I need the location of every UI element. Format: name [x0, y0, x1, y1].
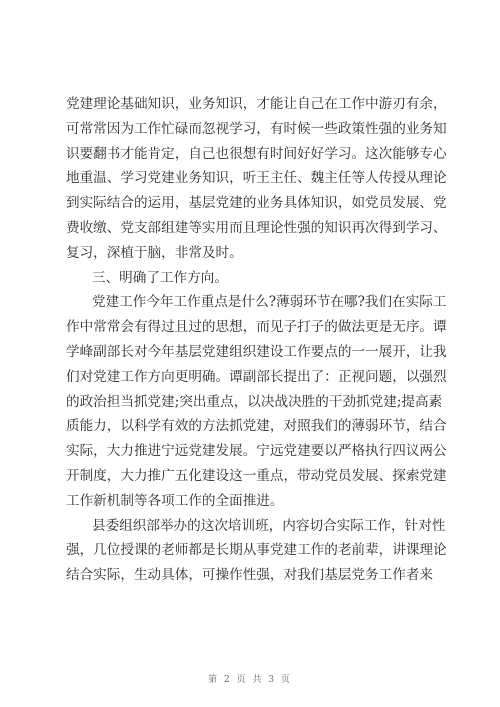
text-line: 们对党建工作方向更明确。谭副部长提出了：正视问题，以强烈	[66, 368, 447, 385]
text-line: 强，几位授课的老师都是长期从事党建工作的老前辈，讲课理论	[66, 542, 447, 559]
text-line: 县委组织部举办的这次培训班，内容切合实际工作，针对性	[92, 517, 446, 534]
section-heading: 三、明确了工作方向。	[92, 269, 228, 286]
text-line: 到实际结合的运用，基层党建的业务具体知识，如党员发展、党	[66, 195, 447, 212]
text-line: 工作新机制等各项工作的全面推进。	[66, 492, 284, 509]
text-line: 作中常常会有得过且过的思想，而见子打子的做法更是无序。谭	[66, 319, 447, 336]
text-line: 地重温、学习党建业务知识，听王主任、魏主任等人传授从理论	[66, 170, 447, 187]
text-line: 学峰副部长对今年基层党建组织建设工作要点的一一展开，让我	[66, 343, 447, 360]
text-line: 党建工作今年工作重点是什么?薄弱环节在哪?我们在实际工	[92, 294, 447, 311]
page-footer: 第 2 页 共 3 页	[208, 675, 292, 685]
text-line: 质能力，以科学有效的方法抓党建，对照我们的薄弱环节，结合	[66, 418, 447, 435]
text-line: 费收缴、党支部组建等实用而且理论性强的知识再次得到学习、	[66, 219, 447, 236]
text-line: 开制度，大力推广五化建设这一重点，带动党员发展、探索党建	[66, 467, 447, 484]
body-text	[66, 92, 447, 588]
text-line: 实际，大力推进宁远党建发展。宁远党建要以严格执行四议两公	[66, 443, 447, 460]
text-line: 识要翻书才能肯定，自己也很想有时间好好学习。这次能够专心	[66, 145, 447, 162]
text-line: 复习，深植于脑，非常及时。	[66, 244, 243, 261]
text-line: 可常常因为工作忙碌而忽视学习，有时候一些政策性强的业务知	[66, 120, 447, 137]
text-line: 的政治担当抓党建;突出重点，以决战决胜的干劲抓党建;提高素	[66, 393, 443, 410]
text-line: 党建理论基础知识，业务知识，才能让自己在工作中游刃有余，	[66, 96, 447, 112]
text-line: 结合实际，生动具体，可操作性强，对我们基层党务工作者来	[66, 567, 434, 584]
